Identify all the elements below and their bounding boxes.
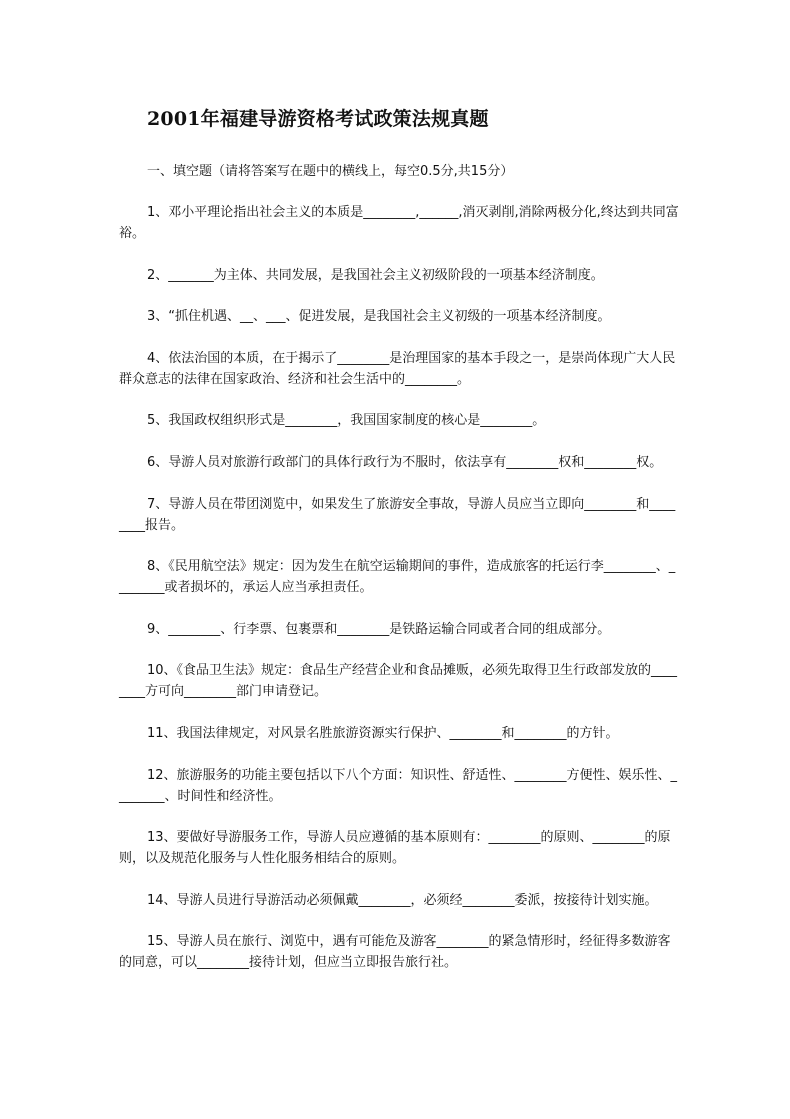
page-title: 2001年福建导游资格考试政策法规真题 [147,108,489,130]
question-8: 8、《民用航空法》规定：因为发生在航空运输期间的事件，造成旅客的托运行李________、________或者损坏的，承运人应当承担责任。 [119,559,676,596]
question-4: 4、依法治国的本质，在于揭示了________是治理国家的基本手段之一，是崇尚体现广大人民群众意志的法律在国家政治、经济和社会生活中的________。 [119,350,676,387]
question-list [119,202,679,994]
question-9: 9、________、行李票、包裹票和________是铁路运输合同或者合同的组成部分。 [147,621,611,637]
question-2: 2、_______为主体、共同发展，是我国社会主义初级阶段的一项基本经济制度。 [147,267,604,283]
question-14: 14、导游人员进行导游活动必须佩戴________，必须经________委派，按接待计划实施。 [147,892,658,908]
question-1: 1、邓小平理论指出社会主义的本质是________,______,消灭剥削,消除两极分化,终达到共同富裕。 [119,205,679,241]
question-15: 15、导游人员在旅行、浏览中，遇有可能危及游客________的紧急情形时，经征得多数游客的同意，可以________接待计划，但应当立即报告旅行社。 [119,934,671,971]
question-6: 6、导游人员对旅游行政部门的具体行政行为不服时，依法享有________权和________权。 [147,454,663,470]
question-5: 5、我国政权组织形式是________，我国国家制度的核心是________。 [147,413,546,429]
question-13: 13、要做好导游服务工作，导游人员应遵循的基本原则有：________的原则、________的原则，以及规范化服务与人性化服务相结合的原则。 [119,830,671,867]
question-12: 12、旅游服务的功能主要包括以下八个方面：知识性、舒适性、________方便性、娱乐性、________、时间性和经济性。 [119,767,678,804]
question-11: 11、我国法律规定，对风景名胜旅游资源实行保护、________和________的方针。 [147,725,619,741]
question-10: 10、《食品卫生法》规定：食品生产经营企业和食品摊贩，必须先取得卫生行政部发放的________方可向________部门申请登记。 [119,663,678,700]
section-heading: 一、填空题（请将答案写在题中的横线上，每空0.5分,共15分） [147,164,514,179]
question-7: 7、导游人员在带团浏览中，如果发生了旅游安全事故，导游人员应当立即向________和________报告。 [119,496,676,533]
question-3: 3、“抓住机遇、__、___、促进发展，是我国社会主义初级的一项基本经济制度。 [147,309,611,325]
